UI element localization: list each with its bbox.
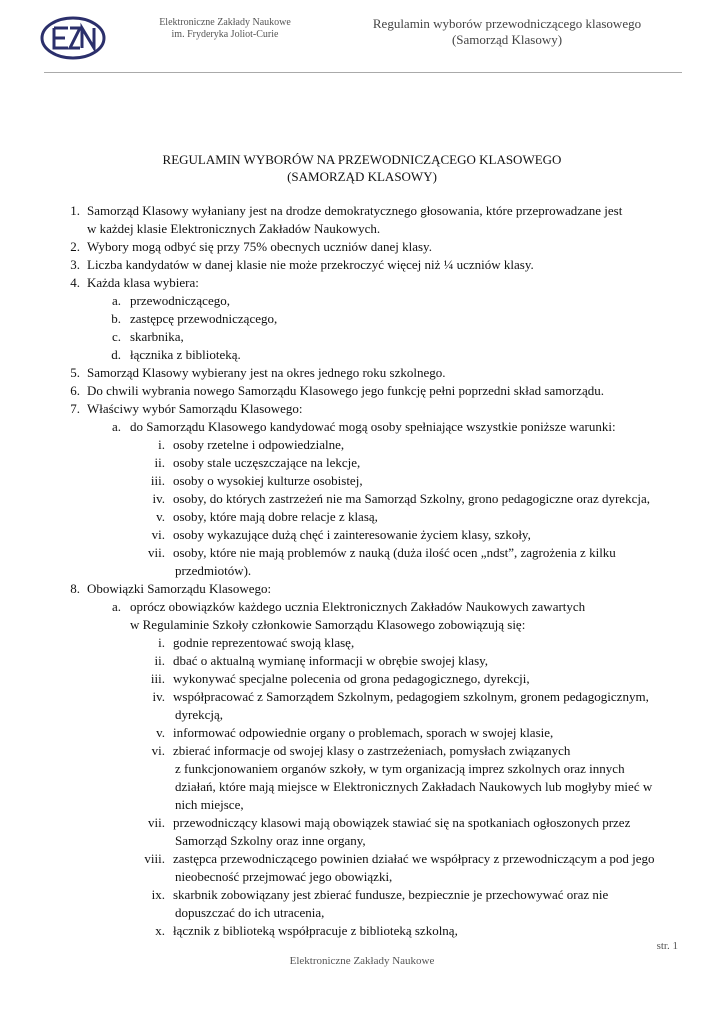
list-item [0, 562, 724, 580]
list-item [0, 292, 724, 310]
list-item [0, 778, 724, 796]
footer-organization: Elektroniczne Zakłady Naukowe [289, 955, 435, 967]
school-logo-icon [40, 16, 106, 60]
list-item [0, 382, 724, 400]
list-item-text: przewodniczącego, [130, 293, 230, 308]
list-item [0, 796, 724, 814]
header-document-title [352, 16, 662, 48]
document-title [0, 151, 724, 185]
list-item [0, 418, 724, 436]
list-item-number: 2. [70, 239, 80, 254]
list-item-text: Do chwili wybrania nowego Samorządu Klasowego jego funkcję pełni poprzedni skład samorządu. [87, 383, 604, 398]
list-item [0, 850, 724, 868]
list-item-number: ix. [151, 887, 165, 902]
list-item-text: informować odpowiednie organy o problemach, sporach w swojej klasie, [173, 725, 554, 740]
header-org-line2: im. Fryderyka Joliot-Curie [171, 29, 279, 40]
list-item [0, 832, 724, 850]
list-item-text: z funkcjonowaniem organów szkoły, w tym organizacją imprez szkolnych oraz innych [175, 761, 625, 776]
list-item-number: ii. [154, 455, 165, 470]
list-item-number: iv. [152, 689, 165, 704]
list-item-text: skarbnik zobowiązany jest zbierać fundusze, bezpiecznie je przechowywać oraz nie [173, 887, 609, 902]
list-item [0, 904, 724, 922]
list-item-number: iii. [150, 473, 165, 488]
list-item [0, 886, 724, 904]
list-item-number: vii. [148, 545, 165, 560]
list-item-number: i. [158, 437, 165, 452]
list-item [0, 616, 724, 634]
header-divider [44, 72, 682, 73]
list-item-text: oprócz obowiązków każdego ucznia Elektronicznych Zakładów Naukowych zawartych [130, 599, 586, 614]
list-item-number: iv. [152, 491, 165, 506]
list-item [0, 868, 724, 886]
list-item-text: Samorząd Szkolny oraz inne organy, [175, 833, 366, 848]
list-item-text: działań, które mają miejsce w Elektronicznych Zakładach Naukowych lub mogłyby mieć w [175, 779, 653, 794]
list-item [0, 742, 724, 760]
list-item-number: a. [111, 293, 121, 308]
list-item-text: wykonywać specjalne polecenia od grona pedagogicznego, dyrekcji, [173, 671, 530, 686]
list-item-text: dbać o aktualną wymianę informacji w obrębie swojej klasy, [173, 653, 489, 668]
list-item [0, 526, 724, 544]
header-doc-title-line2: (Samorząd Klasowy) [451, 32, 563, 47]
list-item-text: w każdej klasie Elektronicznych Zakładów Naukowych. [87, 221, 381, 236]
list-item-text: nieobecność przejmować jego obowiązki, [175, 869, 393, 884]
list-item [0, 364, 724, 382]
list-item [0, 922, 724, 940]
list-item [0, 760, 724, 778]
list-item-text: Liczba kandydatów w danej klasie nie może przekroczyć więcej niż ¼ uczniów klasy. [87, 257, 534, 272]
list-item-text: dopuszczać do ich utracenia, [175, 905, 325, 920]
list-item-number: vi. [151, 743, 165, 758]
list-item-number: 1. [70, 203, 80, 218]
list-item-number: 6. [70, 383, 80, 398]
list-item [0, 310, 724, 328]
list-item [0, 436, 724, 454]
list-item-text: w Regulaminie Szkoły członkowie Samorządu Klasowego zobowiązują się: [130, 617, 526, 632]
list-item-text: zastępca przewodniczącego powinien działać we współpracy z przewodniczącym a pod jego [173, 851, 655, 866]
page-number: str. 1 [656, 940, 678, 952]
list-item-number: vi. [151, 527, 165, 542]
list-item-text: Obowiązki Samorządu Klasowego: [87, 581, 272, 596]
list-item-text: godnie reprezentować swoją klasę, [173, 635, 355, 650]
list-item-number: ii. [154, 653, 165, 668]
page-header [0, 0, 724, 80]
list-item-text: Samorząd Klasowy wyłaniany jest na drodze demokratycznego głosowania, które przeprowadzane jest [87, 203, 623, 218]
list-item-text: do Samorządu Klasowego kandydować mogą osoby spełniające wszystkie poniższe warunki: [130, 419, 616, 434]
list-item-text: współpracować z Samorządem Szkolnym, pedagogiem szkolnym, gronem pedagogicznym, [173, 689, 649, 704]
list-item-number: a. [111, 599, 121, 614]
list-item [0, 688, 724, 706]
list-item-text: przewodniczący klasowi mają obowiązek stawiać się na spotkaniach ogłoszonych przez [173, 815, 631, 830]
header-doc-title-line1: Regulamin wyborów przewodniczącego klasowego [372, 16, 642, 31]
list-item [0, 814, 724, 832]
list-item-number: v. [156, 509, 165, 524]
list-item-number: iii. [150, 671, 165, 686]
list-item-text: łącznik z biblioteką współpracuje z biblioteką szkolną, [173, 923, 458, 938]
list-item-text: skarbnika, [130, 329, 184, 344]
list-item-text: Właściwy wybór Samorządu Klasowego: [87, 401, 303, 416]
list-item [0, 670, 724, 688]
list-item-number: 4. [70, 275, 80, 290]
list-item-number: 3. [70, 257, 80, 272]
list-item [0, 238, 724, 256]
list-item [0, 724, 724, 742]
list-item [0, 454, 724, 472]
list-item [0, 580, 724, 598]
list-item [0, 328, 724, 346]
list-item-number: i. [158, 635, 165, 650]
list-item-text: przedmiotów). [175, 563, 252, 578]
list-item-text: osoby, które mają dobre relacje z klasą, [173, 509, 378, 524]
list-item-number: 7. [70, 401, 80, 416]
list-item [0, 220, 724, 238]
list-item-number: 8. [70, 581, 80, 596]
list-item [0, 274, 724, 292]
list-item-text: Samorząd Klasowy wybierany jest na okres jednego roku szkolnego. [87, 365, 446, 380]
list-item [0, 472, 724, 490]
list-item-text: Każda klasa wybiera: [87, 275, 199, 290]
list-item [0, 544, 724, 562]
list-item [0, 490, 724, 508]
list-item-number: a. [111, 419, 121, 434]
list-item-number: 5. [70, 365, 80, 380]
list-item-number: c. [111, 329, 121, 344]
list-item-text: dyrekcją, [175, 707, 224, 722]
list-item-number: v. [156, 725, 165, 740]
list-item-text: osoby o wysokiej kulturze osobistej, [173, 473, 363, 488]
list-item-text: osoby rzetelne i odpowiedzialne, [173, 437, 345, 452]
header-org-line1: Elektroniczne Zakłady Naukowe [159, 17, 291, 28]
list-item-text: osoby, które nie mają problemów z nauką (duża ilość ocen „ndst”, zagrożenia z kilku [173, 545, 616, 560]
list-item-number: d. [111, 347, 121, 362]
list-item [0, 598, 724, 616]
list-item-text: łącznika z biblioteką. [130, 347, 241, 362]
document-title-line1: REGULAMIN WYBORÓW NA PRZEWODNICZĄCEGO KLASOWEGO [162, 152, 562, 167]
list-item-number: b. [111, 311, 121, 326]
document-title-line2: (SAMORZĄD KLASOWY) [287, 169, 437, 184]
list-item-text: zastępcę przewodniczącego, [130, 311, 278, 326]
list-item-text: zbierać informacje od swojej klasy o zastrzeżeniach, pomysłach związanych [173, 743, 571, 758]
list-item-text: nich miejsce, [175, 797, 244, 812]
list-item-text: osoby wykazujące dużą chęć i zainteresowanie życiem klasy, szkoły, [173, 527, 531, 542]
list-item [0, 202, 724, 220]
list-item [0, 652, 724, 670]
list-item-text: osoby stale uczęszczające na lekcje, [173, 455, 361, 470]
list-item-text: osoby, do których zastrzeżeń nie ma Samorząd Szkolny, grono pedagogiczne oraz dyrekcja, [173, 491, 650, 506]
list-item [0, 346, 724, 364]
list-item-text: Wybory mogą odbyć się przy 75% obecnych uczniów danej klasy. [87, 239, 432, 254]
list-item-number: vii. [148, 815, 165, 830]
header-organization [140, 17, 310, 41]
list-item-number: viii. [144, 851, 165, 866]
list-item [0, 508, 724, 526]
list-item [0, 706, 724, 724]
list-item [0, 634, 724, 652]
list-item [0, 256, 724, 274]
list-item-number: x. [155, 923, 165, 938]
list-item [0, 400, 724, 418]
